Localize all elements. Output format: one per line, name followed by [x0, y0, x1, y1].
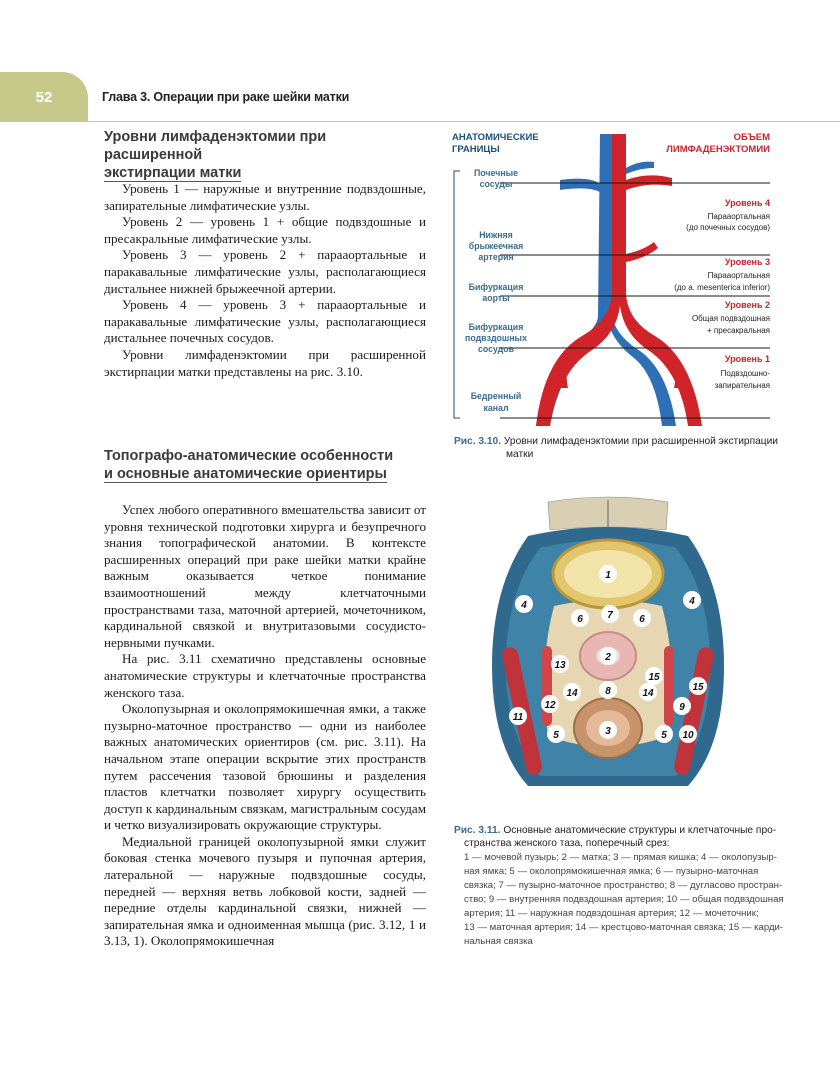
fig1-caption-text-2: матки: [506, 449, 534, 461]
fig1-label-renal-1: Почечные: [473, 168, 519, 178]
section1-body: [104, 181, 426, 380]
fig1-level4-l1: Парааортальная: [707, 212, 770, 221]
fig1-label-renal-2: сосуды: [479, 179, 513, 189]
marker-3: 3: [605, 726, 611, 737]
fig1-level1-l1: Подвздошно-: [720, 369, 770, 378]
section2-body: [104, 502, 426, 950]
section2-heading-line1: Топографо-анатомические особенности: [104, 448, 394, 464]
fig1-label-ima-2: брыжеечная: [468, 241, 524, 251]
marker-5-left: 5: [553, 730, 559, 741]
marker-14-left: 14: [566, 688, 578, 699]
figure-3-11-pelvis-cross-section: [488, 496, 728, 798]
figure-3-11-caption: [454, 824, 784, 949]
fig1-left-bracket: [454, 171, 460, 418]
legend-line: артерия; 11 — наружная подвздошная артерия; 12 — мочеточник;: [464, 907, 759, 919]
fig2-caption-text-2: странства женского таза, поперечный срез:: [464, 838, 670, 850]
fig2-caption-text-1: Основные анатомические структуры и клетчаточные про-: [503, 825, 777, 836]
legend-line: нальная связка: [464, 935, 533, 947]
fig1-level2-title: Уровень 2: [724, 300, 770, 310]
paragraph: Уровень 4 — уровень 3 + парааортальные и паракавальные лимфатические узлы, располагающиеся дистальнее почечных сосудов.: [104, 297, 426, 346]
fig1-right-header-1: ОБЪЕМ: [733, 132, 770, 143]
paragraph: Уровень 1 — наружные и внутренние подвздошные, запирательные лимфатические узлы.: [104, 181, 426, 213]
fig1-level3-l2: (до a. mesenterica inferior): [674, 283, 770, 292]
marker-4-left: 4: [521, 600, 527, 611]
paragraph: Успех любого оперативного вмешательства зависит от уровня технической подготовки хирурга и безупречного знания топографической анатомии. В контексте расширенных операций при раке шейки матки крайне важным оказывается четкое понимание взаимоотношений между клетчаточными пространствами таза, маточной артерией, мочеточником, кардинальной связкой и внутритазовыми сосудисто-нервными пучками.: [104, 502, 426, 650]
fig1-level3-title: Уровень 3: [724, 257, 770, 267]
paragraph: Околопузырная и околопрямокишечная ямки, а также пузырно-маточное пространство — одни из наиболее важных анатомических ориентиров (см. рис. 3.11). На начальном этапе операции вскрытие этих пространств путем рассечения тазовой брюшины и разделения пластов клетчатки позволяет хирургу осуществить доступ к кардинальным связкам, магистральным сосудам и четко визуализировать окружающие структуры.: [104, 701, 426, 833]
fig1-label-aortic-bif-1: Бифуркация: [468, 282, 524, 292]
legend-line: ная ямка; 5 — околопрямокишечная ямка; 6 — пузырно-маточная: [464, 865, 759, 877]
fig1-vessels: [536, 134, 702, 426]
fig1-label-femoral-2: канал: [483, 403, 509, 413]
fig1-label-iliac-bif-3: сосудов: [477, 344, 515, 354]
section2-heading-line2: и основные анатомические ориентиры: [104, 466, 387, 482]
marker-2: 2: [605, 652, 611, 663]
fig1-label-aortic-bif-2: аорты: [482, 293, 510, 303]
paragraph: Медиальной границей околопузырной ямки служит боковая стенка мочевого пузыря и пупочная артерия, латеральной — наружные подвздошные сосуды, передней — верхняя ветвь лобковой кости, задней — передние отделы кардинальной связки, нижней — запирательная ямка и одноименная мышца (рис. 3.12, 1 и 3.13, 1). Околопрямокишечная: [104, 833, 426, 949]
marker-8: 8: [605, 686, 611, 697]
marker-13: 13: [554, 660, 566, 671]
section1-heading-line1: Уровни лимфаденэктомии при расширенной: [104, 129, 327, 163]
fig1-label-femoral-1: Бедренный: [470, 391, 522, 401]
marker-15-left: 15: [648, 672, 660, 683]
paragraph: На рис. 3.11 схематично представлены основные анатомические структуры и клетчаточные пространства женского таза.: [104, 651, 426, 700]
marker-14-right: 14: [642, 688, 654, 699]
fig1-level4-title: Уровень 4: [724, 198, 770, 208]
legend-line: 13 — маточная артерия; 14 — крестцово-маточная связка; 15 — карди-: [464, 921, 784, 933]
marker-9: 9: [679, 702, 685, 713]
fig1-level4-l2: (до почечных сосудов): [686, 223, 770, 232]
fig1-left-header-2: ГРАНИЦЫ: [452, 144, 500, 155]
section1-heading-line2: экстирпации матки: [104, 165, 242, 181]
fig1-level2-l2: + пресакральная: [706, 326, 770, 335]
legend-line: ство; 9 — внутренняя подвздошная артерия; 10 — общая подвздошная: [464, 893, 784, 905]
fig1-level1-l2: запирательная: [714, 381, 770, 390]
left-internal-iliac: [542, 646, 552, 726]
fig2-legend: [454, 851, 784, 949]
marker-7: 7: [607, 610, 613, 621]
figure-3-10-vascular-diagram: [440, 126, 780, 426]
fig1-label-iliac-bif-1: Бифуркация: [468, 322, 524, 332]
fig1-right-header-2: ЛИМФАДЕНЭКТОМИИ: [666, 144, 770, 155]
inferior-mesenteric-artery: [626, 242, 658, 262]
header-rule: [88, 121, 840, 122]
fig1-level1-title: Уровень 1: [724, 354, 770, 364]
legend-line: связка; 7 — пузырно-маточное пространство; 8 — дугласово простран-: [464, 879, 783, 891]
marker-4-right: 4: [689, 596, 695, 607]
marker-1: 1: [605, 570, 611, 581]
marker-6-right: 6: [639, 614, 645, 625]
marker-12: 12: [544, 700, 556, 711]
renal-vein-right: [626, 162, 654, 174]
fig1-label-ima-3: артерия: [478, 252, 514, 262]
page-number-tab: [0, 72, 88, 122]
section2-heading: [104, 447, 424, 483]
fig1-left-header-1: АНАТОМИЧЕСКИЕ: [452, 132, 539, 143]
legend-line: 1 — мочевой пузырь; 2 — матка; 3 — прямая кишка; 4 — околопузыр-: [464, 851, 777, 863]
fig1-caption-label: Рис. 3.10.: [454, 436, 502, 447]
fig1-level3-l1: Парааортальная: [707, 271, 770, 280]
fig1-level2-l1: Общая подвздошная: [691, 314, 770, 323]
fig1-label-ima-1: Нижняя: [479, 230, 513, 240]
fig1-caption-text-1: Уровни лимфаденэктомии при расширенной экстирпации: [503, 436, 778, 447]
marker-15-right: 15: [692, 682, 704, 693]
marker-11: 11: [512, 712, 524, 723]
paragraph: Уровни лимфаденэктомии при расширенной экстирпации матки представлены на рис. 3.10.: [104, 346, 426, 379]
marker-6-left: 6: [577, 614, 583, 625]
paragraph: Уровень 3 — уровень 2 + парааортальные и паракавальные лимфатические узлы, располагающиеся дистальнее нижней брыжеечной артерии.: [104, 247, 426, 296]
fig1-label-iliac-bif-2: подвздошных: [465, 333, 527, 343]
paragraph: Уровень 2 — уровень 1 + общие подвздошные и пресакральные лимфатические узлы.: [104, 214, 426, 246]
marker-5-right: 5: [661, 730, 667, 741]
section1-heading: [104, 128, 424, 182]
right-internal-iliac: [664, 646, 674, 726]
running-header: Глава 3. Операции при раке шейки матки: [102, 90, 350, 104]
marker-10: 10: [682, 730, 694, 741]
fig2-caption-label: Рис. 3.11.: [454, 825, 501, 836]
figure-3-10-caption: [454, 435, 794, 462]
page-number: 52: [35, 88, 53, 106]
left-renal-vein: [560, 179, 600, 192]
